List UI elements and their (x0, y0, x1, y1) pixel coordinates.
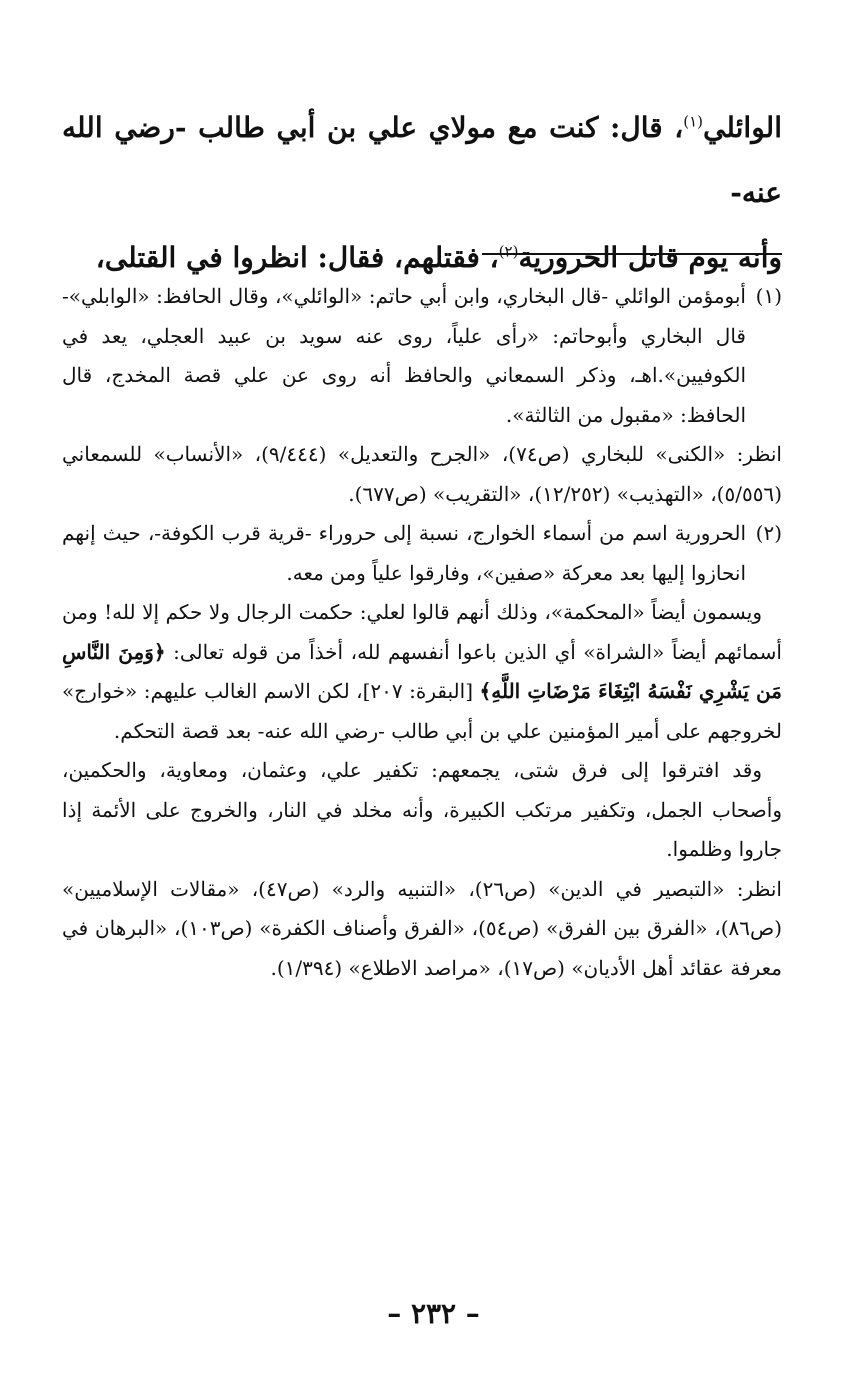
footnotes (62, 277, 782, 988)
quran-verse: ﴿وَمِنَ النَّاسِ مَن يَشْرِي نَفْسَهُ ابْتِغَاءَ مَرْضَاتِ اللَّهِ﴾ (62, 639, 782, 703)
footnote-2-paragraph-2 (62, 593, 782, 751)
main-text-segment: ، قال: كنت مع مولاي علي بن أبي طالب -رضي الله عنه- (62, 111, 782, 209)
main-text-segment: ، فقتلهم، فقال: انظروا في القتلى، (95, 241, 499, 274)
main-text (62, 95, 782, 290)
book-page (62, 95, 782, 980)
footnote-2-number: (٢) (755, 521, 782, 545)
footnote-2-paragraph-4: انظر: «التبصير في الدين» (ص٢٦)، «التنبيه والرد» (ص٤٧)، «مقالات الإسلاميين» (ص٨٦)، «الفرق بين الفرق» (ص٥٤)، «الفرق وأصناف الكفرة» (ص١٠٣)، «البرهان في معرفة عقائد أهل الأديان» (ص١٧)، «مراصد الاطلاع» (١/٣٩٤). (62, 876, 782, 980)
footnote-2-text: الحرورية اسم من أسماء الخوارج، نسبة إلى حروراء -قرية قرب الكوفة-، حيث إنهم انحازوا إليها بعد معركة «صفين»، وفارقوا علياً ومن معه. (62, 521, 746, 585)
footnote-1-text: أبومؤمن الوائلي -قال البخاري، وابن أبي حاتم: «الوائلي»، وقال الحافظ: «الوابلي»- قال البخاري وأبوحاتم: «رأى علياً، روى عنه سويد بن عبيد العجلي، يعد في الكوفيين».اهـ، وذكر السمعاني والحافظ أنه روى عن علي قصة المخدج، قال الحافظ: «مقبول من الثالثة». (62, 284, 746, 427)
main-text-segment: وأنه يوم قاتل الحرورية (518, 241, 782, 274)
footnote-1-paragraph-2: انظر: «الكنى» للبخاري (ص٧٤)، «الجرح والتعديل» (٩/٤٤٤)، «الأنساب» للسمعاني (٥/٥٥٦)، «التهذيب» (١٢/٢٥٢)، «التقريب» (ص٦٧٧). (62, 442, 782, 506)
footnote-2-text-before-verse: ويسمون أيضاً «المحكمة»، وذلك أنهم قالوا لعلي: حكمت الرجال ولا حكم إلا لله! ومن أسمائهم أيضاً «الشراة» أي الذين باعوا أنفسهم لله، أخذاً من قوله تعالى: (62, 600, 782, 664)
footnote-2-paragraph-1 (62, 514, 782, 593)
footnote-ref-2: (٢) (498, 242, 519, 261)
footnote-2-paragraph-3: وقد افترقوا إلى فرق شتى، يجمعهم: تكفير علي، وعثمان، ومعاوية، والحكمين، وأصحاب الجمل، وتكفير مرتكب الكبيرة، وأنه مخلد في النار، والخروج على الأئمة إذا جاروا وظلموا. (62, 758, 782, 861)
page-number: – ٢٣٢ – (387, 1297, 480, 1330)
footnote-1-number: (١) (755, 284, 782, 308)
footnote-ref-1: (١) (683, 112, 704, 131)
footnote-1-paragraph-1 (62, 277, 782, 435)
footnote-2-text-after-verse: [البقرة: ٢٠٧]، لكن الاسم الغالب عليهم: «خوارج» لخروجهم على أمير المؤمنين علي بن أبي طالب -رضي الله عنه- بعد قصة التحكم. (62, 679, 782, 743)
footnote-separator (482, 253, 782, 255)
main-text-segment: الوائلي (703, 111, 782, 144)
main-text-line-1 (62, 95, 782, 225)
